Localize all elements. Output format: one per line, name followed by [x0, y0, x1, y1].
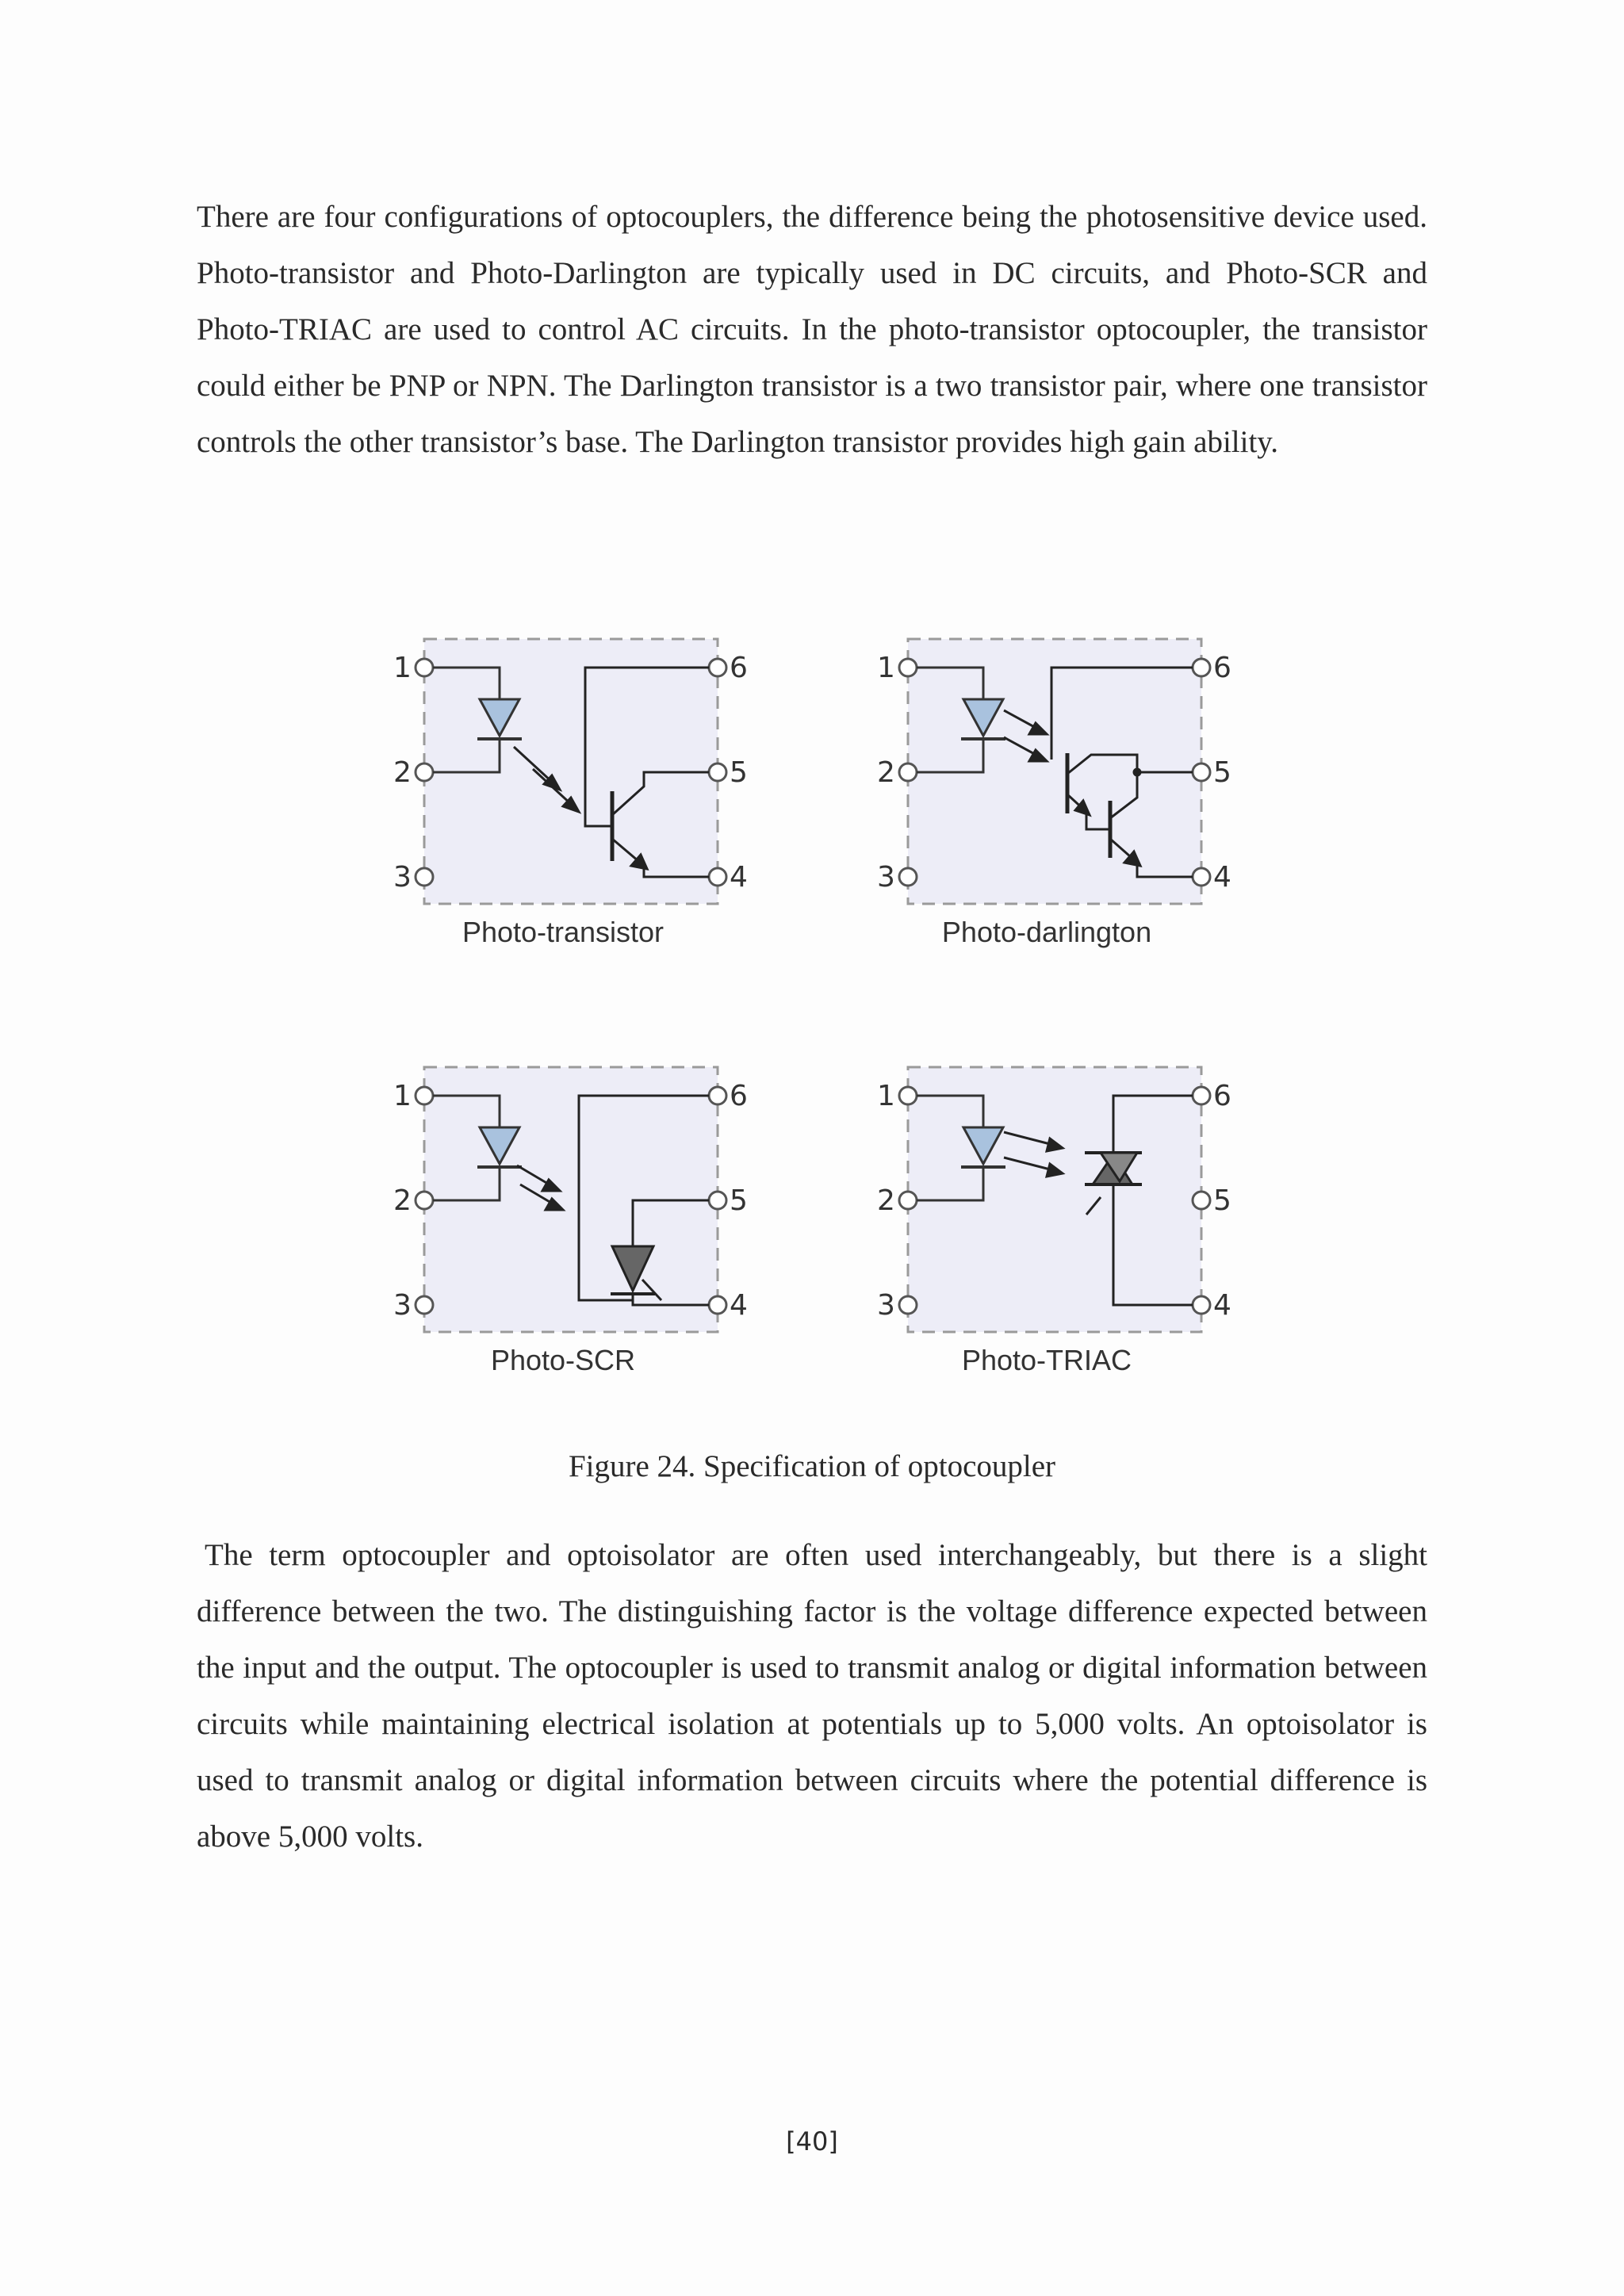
pin-4-label: 4	[1213, 861, 1231, 894]
pin-1-label: 1	[393, 652, 412, 684]
diagram-photo-scr	[365, 1039, 856, 1427]
pin-2-label: 2	[877, 756, 895, 789]
pin-2-label: 2	[877, 1184, 895, 1217]
comparison-paragraph: The term optocoupler and optoisolator are often used interchangeably, but there is a slight difference between the two. The distinguishing factor is the voltage difference expected between the input and the output. The optocoupler is used to transmit analog or digital information between circuits while maintaining electrical isolation at potentials up to 5,000 volts. An optoisolator is used to transmit analog or digital information between circuits where the potential difference is above 5,000 volts.	[197, 1538, 1427, 1854]
pin-3-label: 3	[877, 1289, 895, 1322]
pin-2-label: 2	[393, 1184, 412, 1217]
intro-paragraph: There are four configurations of optocouplers, the difference being the photosensitive device used. Photo-transistor and Photo-Darlington are typically used in DC circuits, and Photo-SCR and Photo-TRIAC are used to control AC circuits. In the photo-transistor optocoupler, the transistor could either be PNP or NPN. The Darlington transistor is a two transistor pair, where one transistor controls the other transistor’s base. The Darlington transistor provides high gain ability.	[197, 200, 1427, 459]
diagram-photo-transistor	[365, 610, 856, 999]
diagram-photo-triac	[848, 1039, 1340, 1427]
pin-3-label: 3	[393, 1289, 412, 1322]
pin-6-label: 6	[730, 652, 748, 684]
label-photo-transistor: Photo-transistor	[462, 916, 665, 948]
pin-3-label: 3	[877, 861, 895, 894]
pin-6-label: 6	[1213, 652, 1231, 684]
pin-4-label: 4	[730, 861, 748, 894]
pin-5-label: 5	[730, 756, 748, 789]
pin-3-label: 3	[393, 861, 412, 894]
pin-6-label: 6	[1213, 1080, 1231, 1112]
label-photo-scr: Photo-SCR	[490, 1344, 636, 1376]
pin-4-label: 4	[730, 1289, 748, 1322]
pin-5-label: 5	[730, 1184, 748, 1217]
pin-1-label: 1	[877, 1080, 895, 1112]
pin-6-label: 6	[730, 1080, 748, 1112]
page-number: [40]	[786, 2126, 838, 2156]
pin-1-label: 1	[393, 1080, 412, 1112]
label-photo-darlington: Photo-darlington	[941, 916, 1152, 948]
pin-5-label: 5	[1213, 756, 1231, 789]
label-photo-triac: Photo-TRIAC	[961, 1344, 1132, 1376]
pin-1-label: 1	[877, 652, 895, 684]
diagram-photo-darlington	[848, 610, 1340, 999]
figure-caption: Figure 24. Specification of optocoupler	[568, 1449, 1056, 1483]
pin-4-label: 4	[1213, 1289, 1231, 1322]
pin-2-label: 2	[393, 756, 412, 789]
pin-5-label: 5	[1213, 1184, 1231, 1217]
